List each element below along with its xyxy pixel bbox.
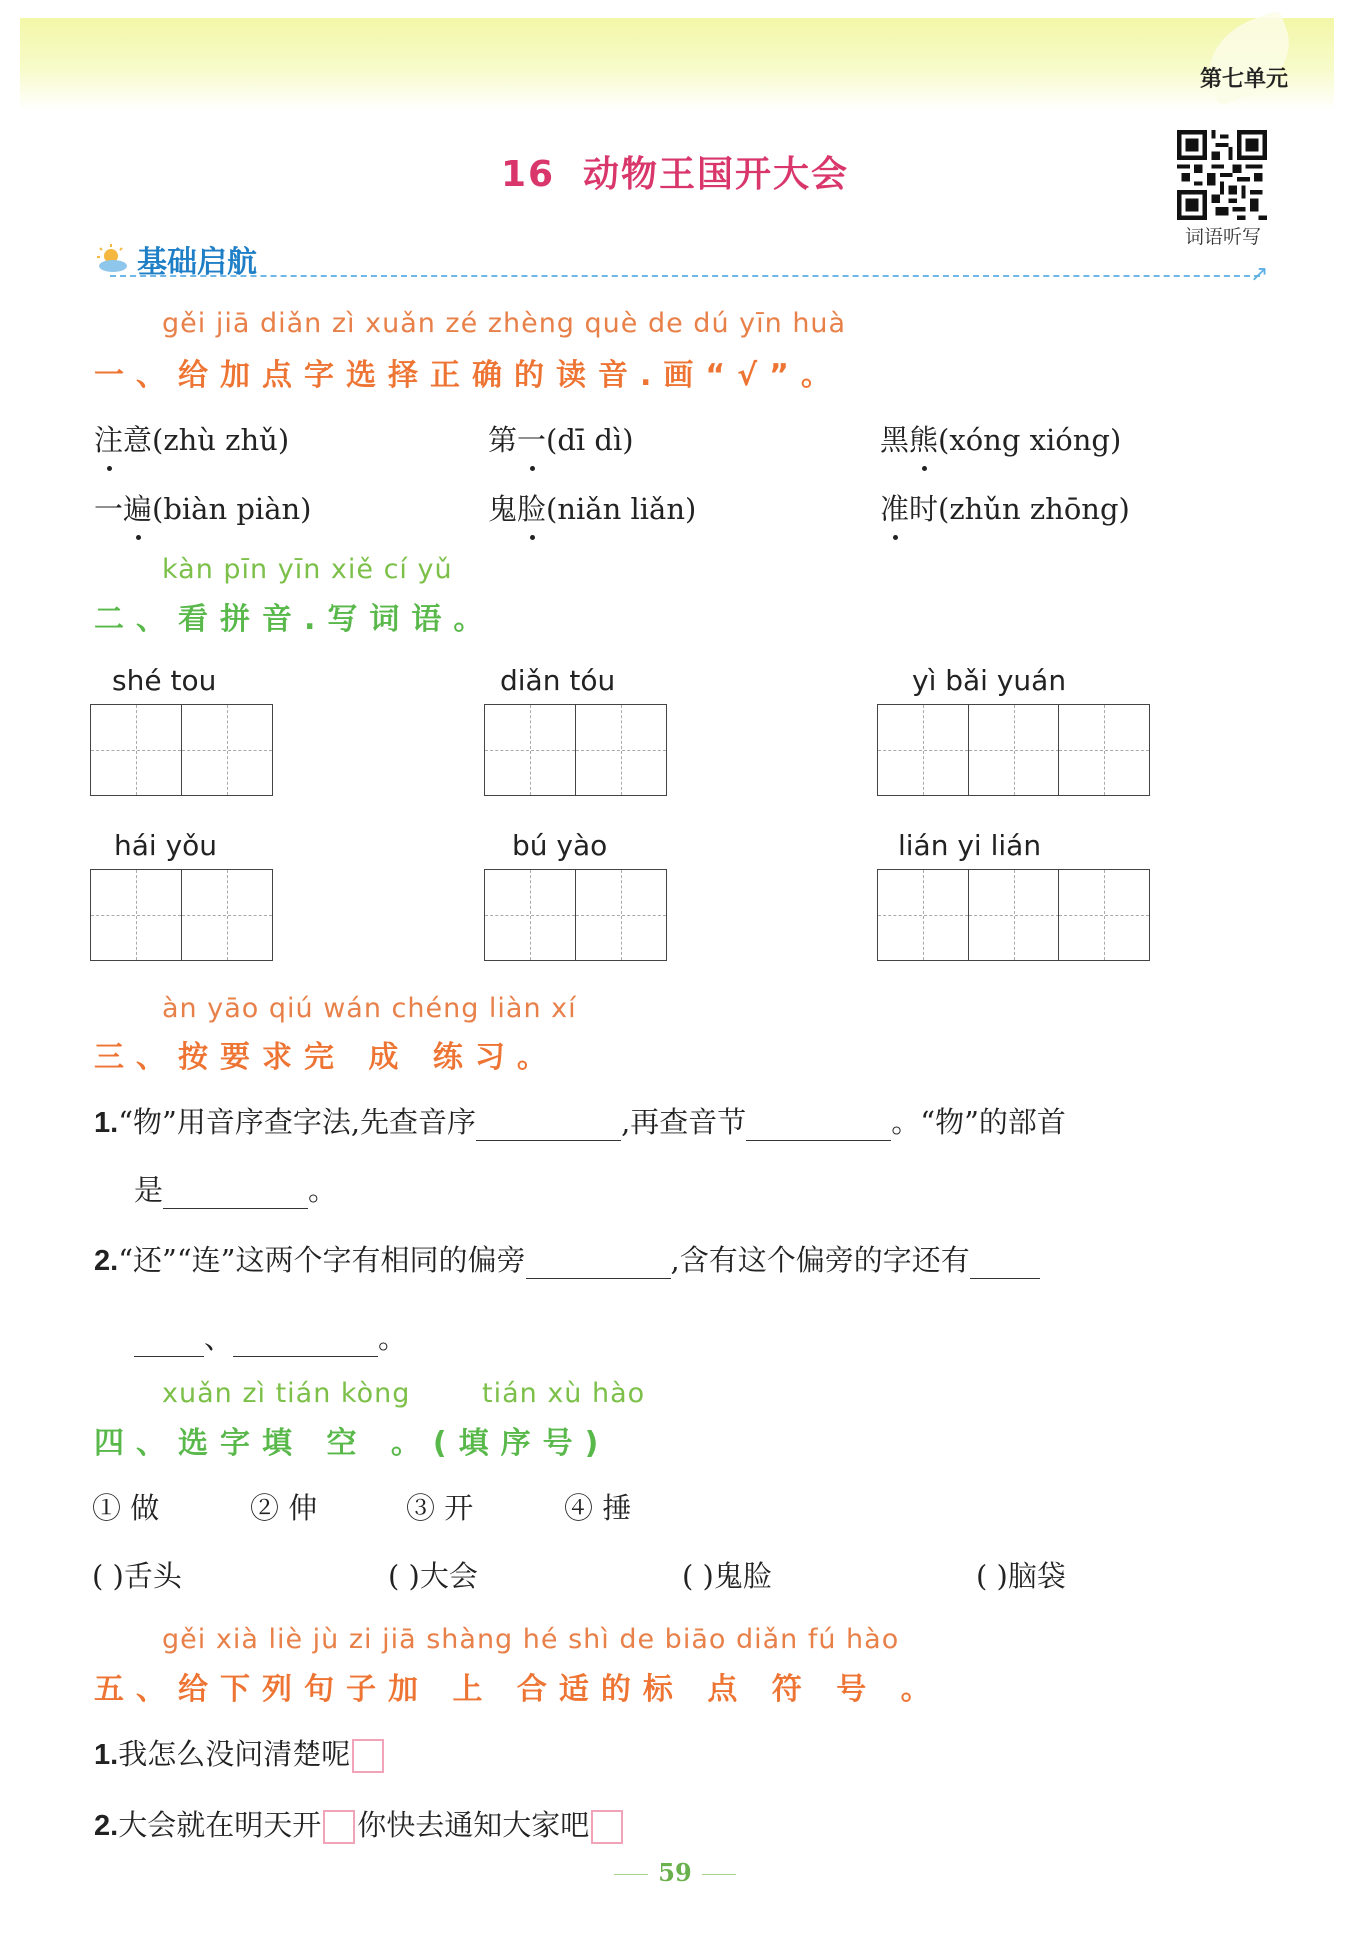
q2-word-3-pinyin: yì bǎi yuán	[912, 664, 1067, 697]
q2-word-1-boxes[interactable]	[90, 704, 271, 796]
sun-cloud-icon	[95, 244, 129, 274]
q3-pinyin: àn yāo qiú wán chéng liàn xí	[162, 993, 577, 1024]
q2-word-2-pinyin: diǎn tóu	[500, 664, 616, 697]
section-divider	[110, 275, 1260, 277]
q3-item-2-line-2: 、 。	[134, 1316, 407, 1357]
q2-heading: 二、看拼音.写词语。	[94, 602, 496, 637]
q1-item-4[interactable]: 一遍(biàn piàn)	[94, 487, 312, 528]
q3-item-2-line-1: 2.“还”“连”这两个字有相同的偏旁 ,含有这个偏旁的字还有	[94, 1238, 1040, 1279]
q2-word-1-pinyin: shé tou	[112, 664, 217, 697]
qr-caption: 词语听写	[1184, 226, 1261, 248]
q1-item-6[interactable]: 准时(zhǔn zhōng)	[880, 487, 1130, 528]
header-band	[20, 18, 1334, 110]
q1-item-1[interactable]: 注意(zhù zhǔ)	[94, 418, 289, 459]
q3-blank-5[interactable]	[970, 1251, 1040, 1279]
q4-blank-2[interactable]: ( )大会	[388, 1559, 478, 1593]
q3-blank-3[interactable]	[163, 1181, 308, 1209]
q5-pinyin: gěi xià liè jù zi jiā shàng hé shì de biāo diǎn fú hào	[162, 1624, 900, 1655]
q1-item-3[interactable]: 黑熊(xóng xióng)	[880, 418, 1121, 459]
q4-blank-3[interactable]: ( )鬼脸	[682, 1559, 772, 1593]
q5-punct-box-2[interactable]	[323, 1810, 355, 1844]
lesson-name: 动物王国开大会	[583, 154, 850, 195]
q4-choice-4: ④ 捶	[564, 1491, 632, 1525]
q2-word-4-pinyin: hái yǒu	[114, 829, 218, 862]
qr-code-icon[interactable]	[1177, 130, 1267, 220]
q3-blank-1[interactable]	[476, 1113, 621, 1141]
q5-heading: 五、给下列句子加 上 合适的标 点 符 号 。	[94, 1672, 943, 1707]
q4-heading: 四、选字填 空 。(填序号)	[94, 1426, 611, 1461]
q3-blank-2[interactable]	[746, 1113, 891, 1141]
q3-blank-4[interactable]	[526, 1251, 671, 1279]
q4-blank-4[interactable]: ( )脑袋	[976, 1559, 1066, 1593]
q2-word-3-boxes[interactable]	[877, 704, 1149, 796]
q5-sentence-2: 2.大会就在明天开 你快去通知大家吧	[94, 1803, 625, 1844]
q3-blank-6[interactable]	[233, 1329, 378, 1357]
q2-word-6-pinyin: lián yi lián	[898, 829, 1042, 862]
q4-pinyin-2: tián xù hào	[482, 1378, 646, 1409]
q5-punct-box-1[interactable]	[352, 1739, 384, 1773]
q4-choice-3: ③ 开	[406, 1491, 474, 1525]
q2-pinyin: kàn pīn yīn xiě cí yǔ	[162, 554, 453, 585]
section-title: 基础启航	[137, 245, 257, 280]
unit-label: 第七单元	[1199, 67, 1288, 92]
q4-pinyin-1: xuǎn zì tián kòng	[162, 1378, 411, 1409]
q2-word-5-pinyin: bú yào	[512, 829, 608, 862]
q2-word-5-boxes[interactable]	[484, 869, 665, 961]
q2-word-6-boxes[interactable]	[877, 869, 1149, 961]
q5-punct-box-3[interactable]	[591, 1810, 623, 1844]
q3-item-1-line-1: 1.“物”用音序查字法,先查音序 ,再查音节 。“物”的部首	[94, 1105, 1066, 1139]
q4-choice-1: ① 做	[92, 1491, 160, 1525]
q1-item-5[interactable]: 鬼脸(niǎn liǎn)	[488, 487, 696, 528]
q4-choice-2: ② 伸	[250, 1491, 318, 1525]
q1-heading: 一、给加点字选择正确的读音.画“√”。	[94, 358, 843, 393]
q1-pinyin: gěi jiā diǎn zì xuǎn zé zhèng què de dú yīn huà	[162, 308, 847, 339]
q1-item-2[interactable]: 第一(dī dì)	[488, 418, 634, 459]
q2-word-2-boxes[interactable]	[484, 704, 665, 796]
q3-item-1-line-2: 是 。	[134, 1173, 338, 1207]
q4-blank-1[interactable]: ( )舌头	[92, 1559, 182, 1593]
lesson-number: 16	[500, 154, 556, 195]
q5-sentence-1: 1.我怎么没问清楚呢	[94, 1732, 386, 1773]
lesson-title	[0, 146, 1350, 197]
q3-blank-5b[interactable]	[134, 1329, 204, 1357]
page-number: 59	[0, 1858, 1350, 1887]
q3-heading: 三、按要求完 成 练习。	[94, 1040, 559, 1075]
q2-word-4-boxes[interactable]	[90, 869, 271, 961]
wave-icon: ↗	[1250, 262, 1269, 287]
